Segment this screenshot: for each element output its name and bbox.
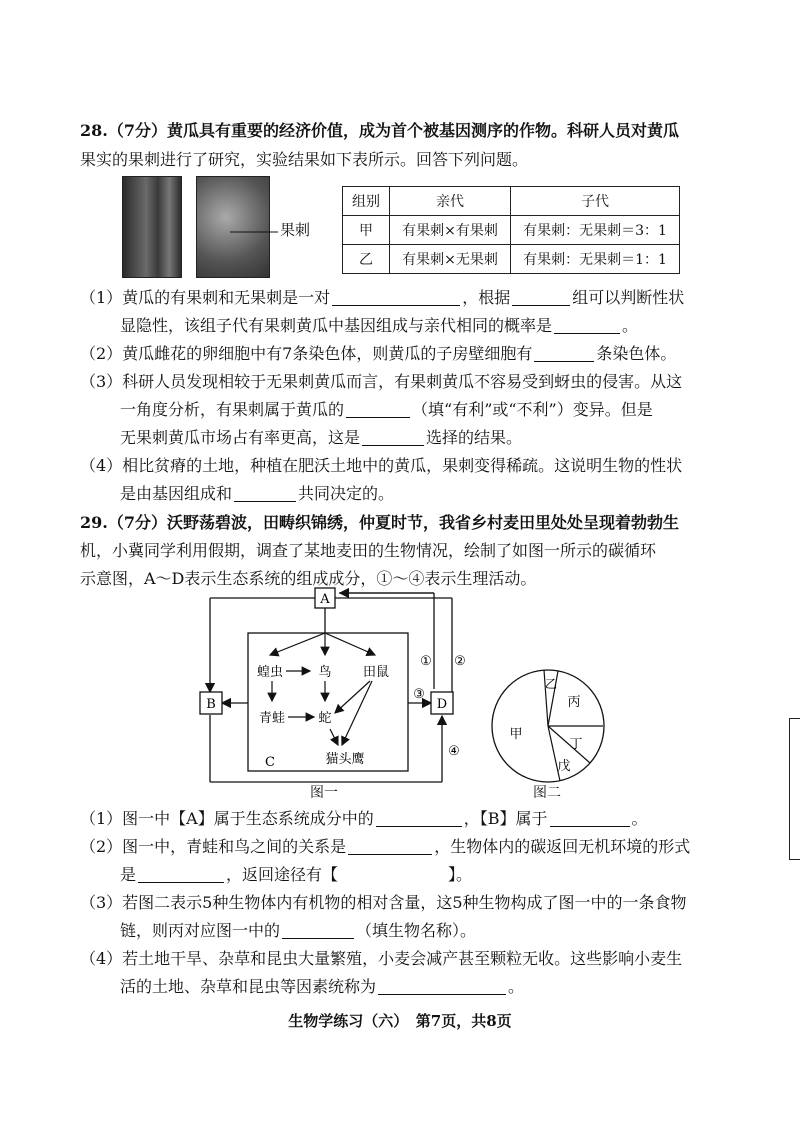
table-header-row	[343, 187, 680, 216]
process-1: ①	[420, 654, 432, 669]
answer-blank[interactable]	[512, 289, 570, 306]
organic-matter-pie	[488, 668, 608, 788]
mouse-label: 田鼠	[362, 665, 390, 680]
answer-blank[interactable]	[376, 810, 462, 827]
q29-intro-line1: 29.（7分）沃野荡碧波，田畴织锦绣，仲夏时节，我省乡村麦田里处处呈现着勃勃生	[80, 513, 679, 532]
table-cell: 有果刺：无果刺＝3：1	[511, 216, 680, 245]
answer-blank[interactable]	[378, 978, 506, 995]
slice-jia: 甲	[509, 727, 523, 742]
q29-sub4-line1: （4）若土地干旱、杂草和昆虫大量繁殖，小麦会减产甚至颗粒无收。这些影响小麦生	[80, 949, 683, 968]
q28-sub3-line1: （3）科研人员发现相较于无果刺黄瓜而言，有果刺黄瓜不容易受到蚜虫的侵害。从这	[80, 372, 683, 391]
node-c: C	[265, 755, 275, 770]
table-cell: 有果刺：无果刺＝1：1	[511, 245, 680, 274]
q28-sub1-line2: 显隐性，该组子代有果刺黄瓜中基因组成与亲代相同的概率是 。	[120, 316, 639, 335]
q28-sub1-line1: （1）黄瓜的有果刺和无果刺是一对 ，根据 组可以判断性状	[80, 288, 685, 307]
answer-blank[interactable]	[550, 810, 630, 827]
node-a: A	[320, 592, 330, 607]
answer-blank[interactable]	[346, 401, 410, 418]
locust-label: 蝗虫	[256, 665, 284, 680]
pointer-line	[230, 224, 280, 240]
table-row	[343, 216, 680, 245]
cross-table	[342, 186, 680, 274]
node-b: B	[206, 697, 216, 712]
binding-edge-mark	[789, 718, 800, 860]
photo-label: 果刺	[280, 221, 311, 239]
table-header: 组别	[343, 187, 390, 216]
table-row	[343, 245, 680, 274]
frog-label: 青蛙	[258, 711, 286, 726]
answer-blank[interactable]	[234, 485, 296, 502]
table-cell: 有果刺×无果刺	[390, 245, 511, 274]
q28-sub4-line2: 是由基因组成和 共同决定的。	[120, 484, 395, 503]
fig1-caption: 图一	[310, 785, 338, 801]
q28-sub3-line3: 无果刺黄瓜市场占有率更高，这是 选择的结果。	[120, 428, 523, 447]
page-footer: 生物学练习（六） 第7页，共8页	[288, 1012, 512, 1030]
q29-sub1: （1）图一中【A】属于生态系统成分中的 ，【B】属于 。	[80, 809, 648, 828]
q29-sub3-line2: 链，则丙对应图一中的 （填生物名称）。	[120, 921, 477, 940]
table-header: 亲代	[390, 187, 511, 216]
process-3: ③	[413, 687, 425, 702]
q29-sub2-line2: 是 ，返回途径有【 】。	[120, 865, 473, 884]
slice-wu: 戊	[557, 759, 571, 774]
q29-sub4-line2: 活的土地、杂草和昆虫等因素统称为 。	[120, 977, 525, 996]
slice-yi: 乙	[544, 677, 558, 691]
table-cell: 有果刺×有果刺	[390, 216, 511, 245]
q29-sub3-line1: （3）若图二表示5种生物体内有机物的相对含量，这5种生物构成了图一中的一条食物	[80, 893, 687, 912]
owl-label: 猫头鹰	[325, 752, 365, 767]
slice-bing: 丙	[567, 695, 581, 710]
process-2: ②	[454, 654, 466, 669]
answer-blank[interactable]	[332, 289, 460, 306]
q29-sub2-line1: （2）图一中，青蛙和鸟之间的关系是 ，生物体内的碳返回无机环境的形式	[80, 837, 691, 856]
q28-intro-line2: 果实的果刺进行了研究，实验结果如下表所示。回答下列问题。	[80, 150, 529, 169]
table-header: 子代	[511, 187, 680, 216]
answer-blank[interactable]	[534, 345, 594, 362]
q29-intro-line3: 示意图，A～D表示生态系统的组成成分，①～④表示生理活动。	[80, 569, 537, 588]
answer-blank[interactable]	[362, 429, 424, 446]
node-d: D	[436, 697, 448, 712]
q29-intro-line2: 机，小冀同学利用假期，调查了某地麦田的生物情况，绘制了如图一所示的碳循环	[80, 541, 657, 560]
q28-intro-line1: 28.（7分）黄瓜具有重要的经济价值，成为首个被基因测序的作物。科研人员对黄瓜	[80, 121, 679, 140]
answer-blank[interactable]	[554, 317, 620, 334]
table-cell: 乙	[343, 245, 390, 274]
cucumber-photo	[122, 176, 182, 278]
q28-sub4-line1: （4）相比贫瘠的土地，种植在肥沃土地中的黄瓜，果刺变得稀疏。这说明生物的性状	[80, 456, 683, 475]
table-cell: 甲	[343, 216, 390, 245]
process-4: ④	[448, 744, 460, 759]
answer-blank[interactable]	[138, 866, 224, 883]
snake-label: 蛇	[318, 711, 332, 726]
answer-blank[interactable]	[348, 838, 432, 855]
answer-blank[interactable]	[282, 922, 354, 939]
q28-sub3-line2: 一角度分析，有果刺属于黄瓜的 （填“有利”或“不利”）变异。但是	[120, 400, 653, 419]
carbon-cycle-diagram	[190, 585, 480, 795]
fig2-caption: 图二	[533, 785, 561, 801]
slice-ding: 丁	[569, 737, 583, 752]
q28-sub2: （2）黄瓜雌花的卵细胞中有7条染色体，则黄瓜的子房壁细胞有 条染色体。	[80, 344, 677, 363]
bird-label: 鸟	[318, 665, 332, 680]
